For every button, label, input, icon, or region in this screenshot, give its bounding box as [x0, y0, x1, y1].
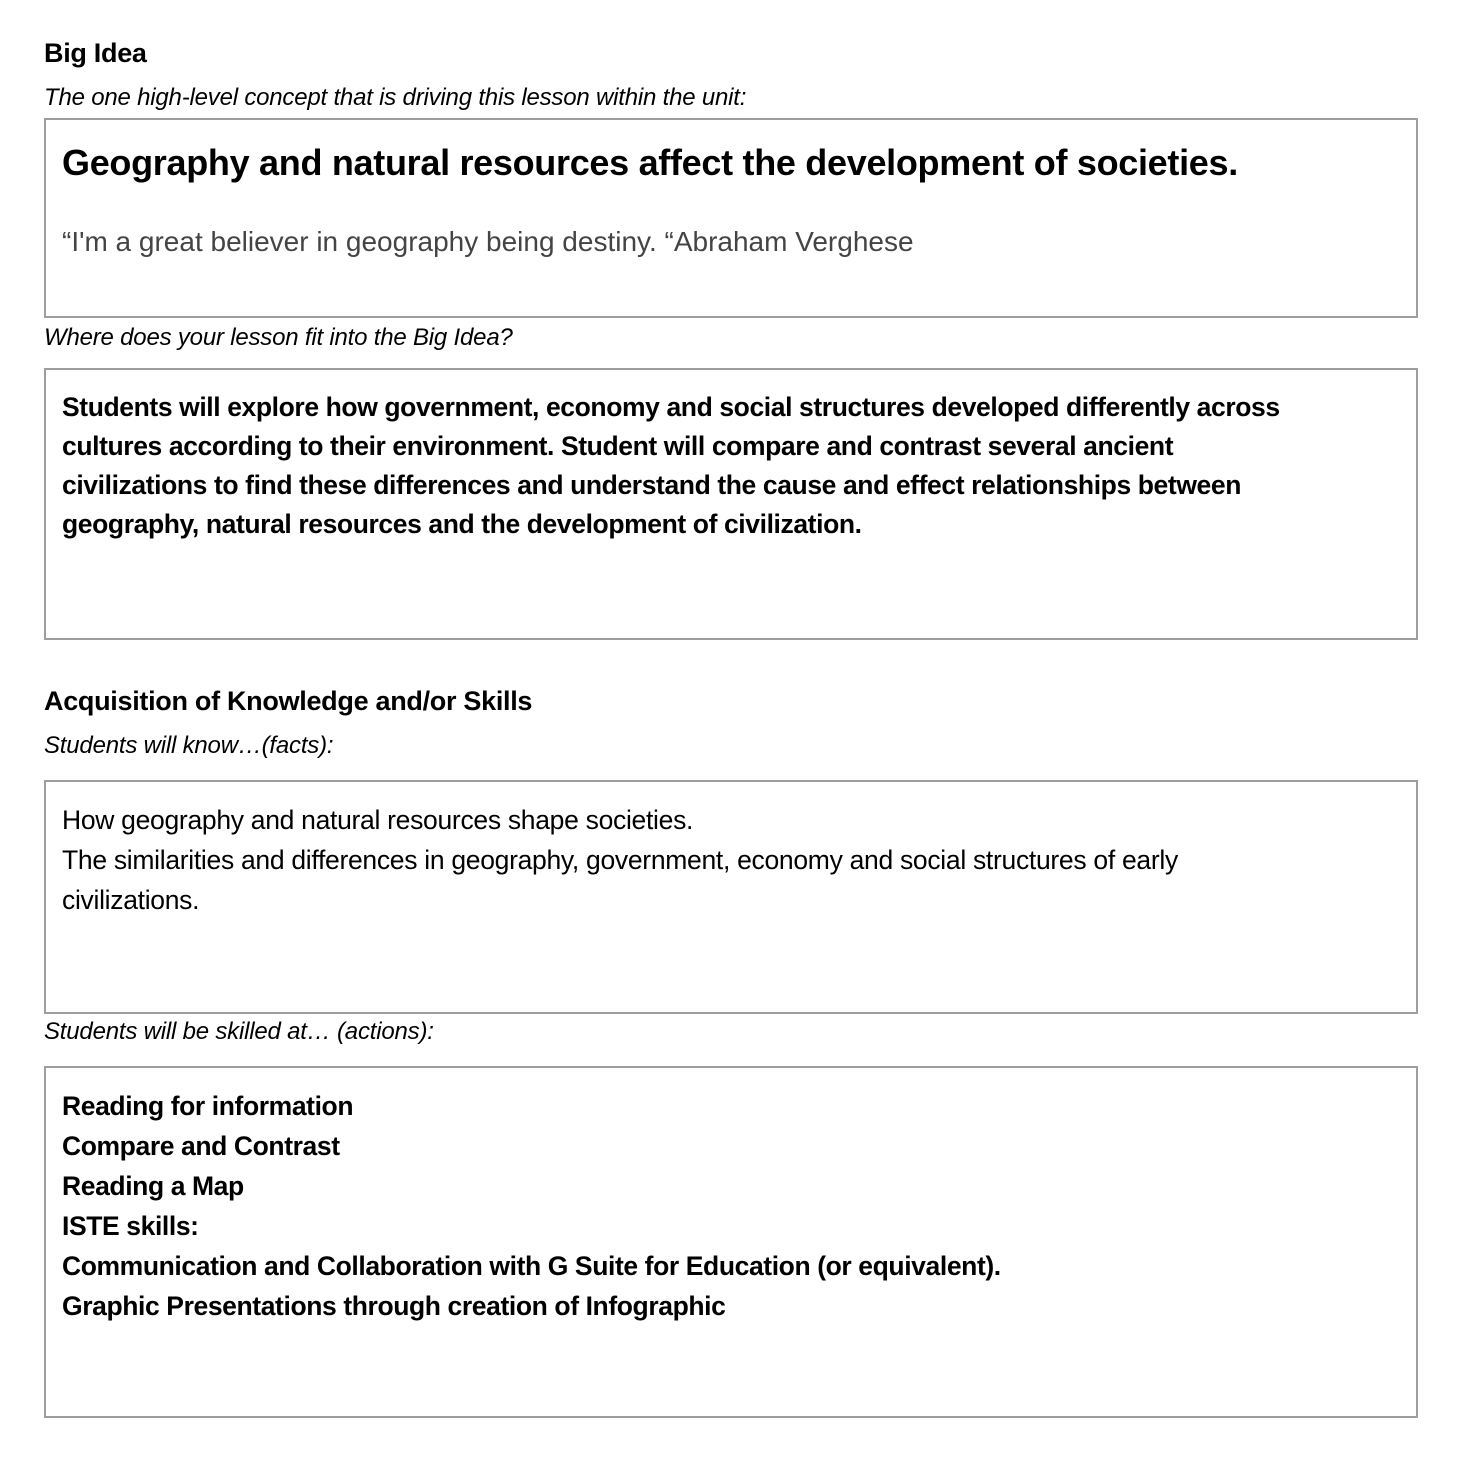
know-prompt: Students will know…(facts): — [44, 732, 334, 759]
lesson-fit-text — [62, 388, 1400, 544]
lesson-fit-line: cultures according to their environment. Student will compare and contrast several ancient — [62, 431, 1174, 461]
know-text — [62, 800, 1400, 920]
lesson-fit-line: civilizations to find these differences and understand the cause and effect relationships between — [62, 470, 1241, 500]
know-line: The similarities and differences in geography, government, economy and social structures of early — [62, 845, 1178, 875]
skilled-box — [44, 1066, 1418, 1418]
big-idea-box — [44, 118, 1418, 318]
skill-item: Communication and Collaboration with G Suite for Education (or equivalent). — [62, 1251, 1001, 1281]
lesson-fit-line: geography, natural resources and the development of civilization. — [62, 509, 862, 539]
know-box — [44, 780, 1418, 1014]
big-idea-quote: “I'm a great believer in geography being destiny. “Abraham Verghese — [62, 226, 914, 257]
skill-item: Compare and Contrast — [62, 1131, 340, 1161]
skill-item: ISTE skills: — [62, 1211, 199, 1241]
skill-item: Reading for information — [62, 1091, 354, 1121]
know-line: civilizations. — [62, 885, 200, 915]
lesson-fit-line: Students will explore how government, economy and social structures developed differently across — [62, 392, 1280, 422]
acquisition-heading: Acquisition of Knowledge and/or Skills — [44, 686, 533, 716]
skilled-prompt: Students will be skilled at… (actions): — [44, 1018, 434, 1045]
skilled-list — [62, 1086, 1400, 1326]
big-idea-heading: Big Idea — [44, 38, 147, 68]
big-idea-prompt: The one high-level concept that is driving this lesson within the unit: — [44, 84, 747, 111]
lesson-fit-prompt: Where does your lesson fit into the Big Idea? — [44, 324, 513, 351]
lesson-fit-box — [44, 368, 1418, 640]
skill-item: Reading a Map — [62, 1171, 244, 1201]
know-line: How geography and natural resources shape societies. — [62, 805, 694, 835]
big-idea-statement: Geography and natural resources affect the development of societies. — [62, 142, 1238, 183]
skill-item: Graphic Presentations through creation of Infographic — [62, 1291, 726, 1321]
